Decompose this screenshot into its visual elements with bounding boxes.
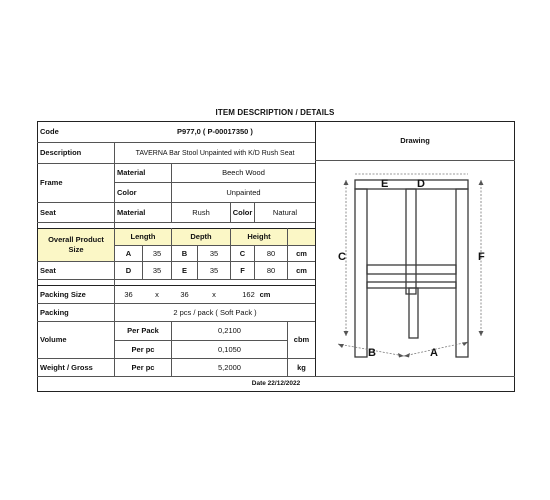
overall-size-label-line2: Size (68, 245, 84, 254)
volume-label: Volume (40, 335, 67, 345)
frame-material-value: Beech Wood (222, 168, 265, 178)
weight-label: Weight / Gross (40, 362, 93, 372)
packing-size-x2: x (212, 289, 216, 299)
packing-size-x1: x (155, 289, 159, 299)
dim-b-letter: B (181, 248, 188, 258)
seat-material-label: Material (117, 207, 146, 217)
seat-size-label: Seat (40, 265, 56, 275)
bar-stool-drawing (318, 160, 514, 360)
weight-unit: kg (297, 362, 306, 372)
weight-per-pc-label: Per pc (131, 362, 155, 372)
frame-color-value: Unpainted (226, 187, 261, 197)
packing-size-width: 36 (180, 289, 189, 299)
dim-c-letter: C (239, 248, 246, 258)
code-value: P977,0 ( P-00017350 ) (177, 127, 253, 137)
weight-value: 5,2000 (218, 362, 241, 372)
dim-b-value: 35 (209, 248, 219, 258)
volume-unit: cbm (293, 335, 310, 345)
dim-f-letter: F (240, 265, 245, 275)
seat-material-value: Rush (192, 207, 210, 217)
dim-a-letter: A (125, 248, 132, 258)
overall-unit: cm (296, 248, 307, 258)
packing-size-height: 162 (242, 289, 255, 299)
frame-color-label: Color (117, 187, 137, 197)
frame-material-label: Material (117, 168, 146, 178)
sheet-title: ITEM DESCRIPTION / DETAILS (215, 108, 335, 117)
dim-c-value: 80 (266, 248, 276, 258)
stool-outline (355, 180, 468, 357)
code-label: Code (40, 127, 59, 137)
overall-size-label-line1: Overall Product (48, 235, 104, 245)
dim-a-value: 35 (152, 248, 162, 258)
description-value: TAVERNA Bar Stool Unpainted with K/D Rush Seat (135, 149, 295, 157)
packing-size-label: Packing Size (40, 289, 86, 299)
frame-label: Frame (40, 178, 63, 188)
length-header: Length (130, 232, 156, 242)
volume-per-pack-label: Per Pack (127, 326, 159, 336)
drawing-heading: Drawing (400, 136, 430, 146)
seat-color-label: Color (232, 207, 253, 217)
height-header: Height (247, 232, 271, 242)
label-b: B (368, 347, 376, 359)
dimension-arrows (338, 180, 484, 358)
description-label: Description (40, 148, 82, 158)
packing-label: Packing (40, 307, 69, 317)
volume-per-pc-label: Per pc (131, 344, 155, 354)
date: Date 22/12/2022 (251, 379, 301, 387)
label-f: F (478, 251, 485, 263)
label-a: A (430, 347, 438, 359)
dim-e-value: 35 (209, 265, 219, 275)
label-e: E (381, 178, 389, 190)
volume-per-pack-value: 0,2100 (218, 326, 241, 336)
volume-per-pc-value: 0,1050 (218, 344, 241, 354)
packing-size-length: 36 (124, 289, 133, 299)
depth-header: Depth (190, 232, 212, 242)
packing-size-unit: cm (259, 289, 271, 299)
overall-size-label (38, 229, 114, 261)
label-d: D (417, 178, 425, 190)
label-c: C (338, 251, 346, 263)
dim-f-value: 80 (266, 265, 276, 275)
packing-value: 2 pcs / pack ( Soft Pack ) (173, 307, 257, 317)
dim-e-letter: E (181, 265, 187, 275)
seat-label: Seat (40, 207, 56, 217)
dim-d-letter: D (125, 265, 132, 275)
dim-d-value: 35 (152, 265, 162, 275)
seat-color-value: Natural (272, 207, 298, 217)
seat-size-unit: cm (296, 265, 307, 275)
